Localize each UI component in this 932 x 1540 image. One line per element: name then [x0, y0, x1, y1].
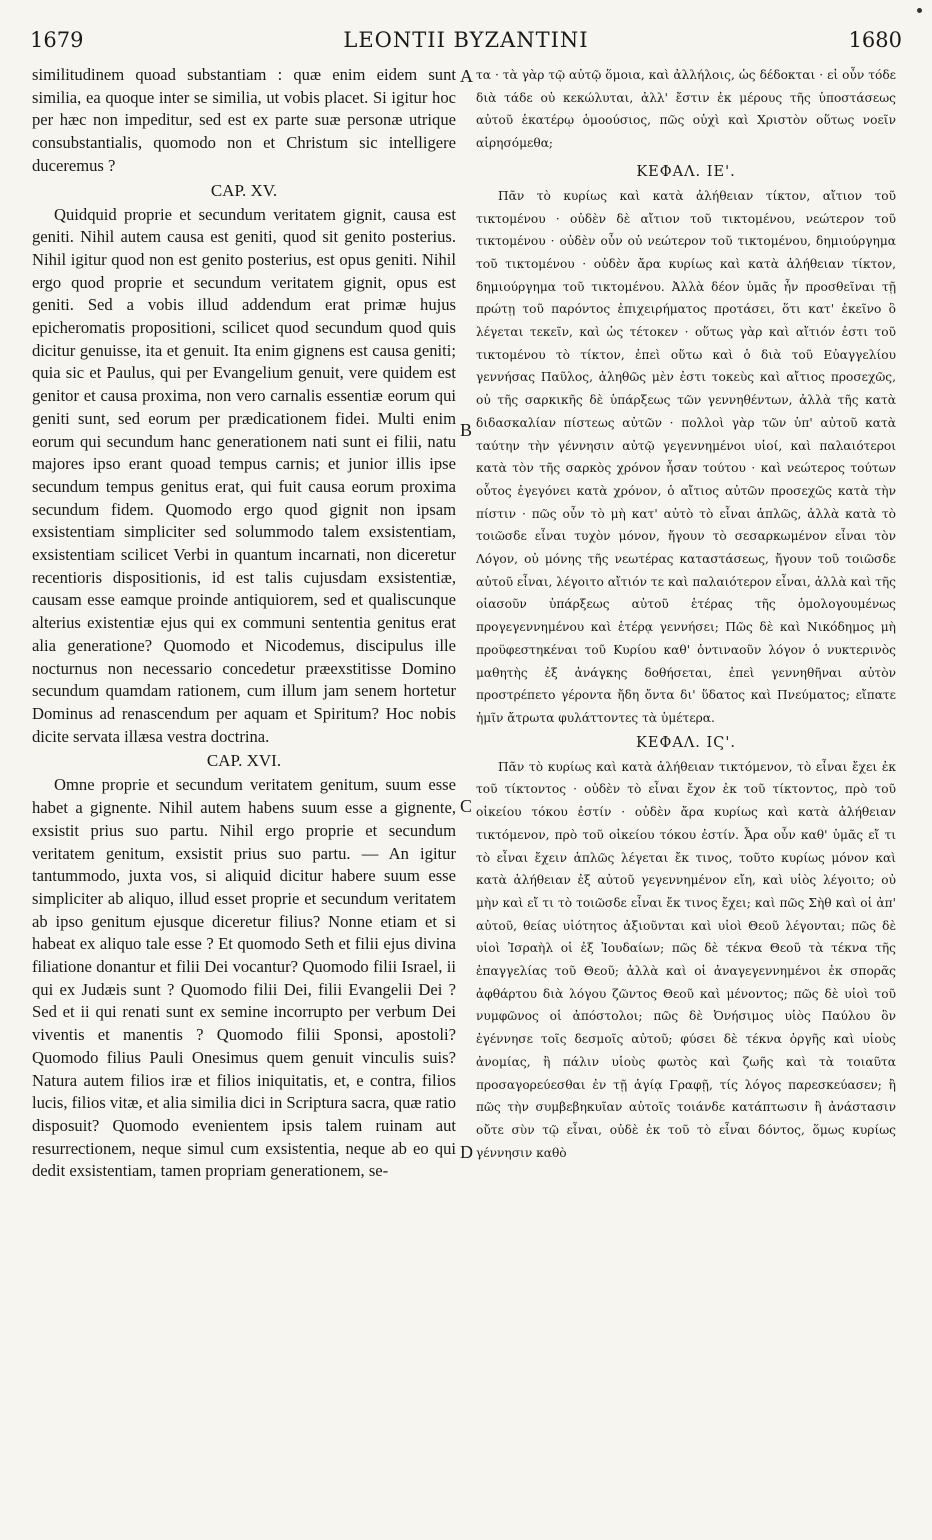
latin-paragraph-1: similitudinem quoad substantiam : quæ enim eidem sunt similia, ea quoque inter se similia, ut vobis placet. Si igitur hoc per hæc non impeditur, sed est ex parte suæ personæ utrique consubstantialis, quomodo non et Christum sic intelligere duceremus ?	[32, 65, 456, 175]
left-page-number: 1679	[30, 28, 84, 52]
greek-chapter-16-heading: ΚΕΦΑΛ. ΙϚ'.	[636, 734, 736, 751]
margin-marker-b: B	[460, 420, 473, 440]
greek-paragraph-1: τα · τὰ γὰρ τῷ αὐτῷ ὅμοια, καὶ ἀλλήλοις, ὡς δέδοκται · εἰ οὖν τόδε διὰ τάδε οὐ κεκώλυται, ἀλλ' ἔστιν ἐκ μέρους τῆς ὑποστάσεως αὐτοῦ ἑκατέρῳ ὁμοούσιος, πῶς οὐχὶ καὶ Χριστὸν οὕτως νοεῖν αἱρησόμεθα;	[476, 68, 896, 151]
greek-column	[476, 64, 896, 1164]
latin-chapter-16-heading: CAP. XVI.	[206, 751, 282, 771]
latin-paragraph-2: Quidquid proprie et secundum veritatem gignit, causa est geniti. Nihil autem causa est geniti, quod sit genito posterius. Nihil igitur quod non est genito posterius, est opus geniti. Nihil ergo quod proprie et secundum veritatem gignit, opus est geniti. Sed a vobis illud addendum erat primæ hujus epicheromatis propositioni, scilicet quod secundum quod quis dicitur genuisse, ita et genuit. Ita enim gignens est causa geniti; quia sic et Paulus, qui per Evangelium genuit, vere quidem est genitor et causa proxima, non vero carnalis essentiæ eorum qui geniti sunt, sed eorum per prædicationem fidei. Multi enim eorum qui secundum hanc generationem nati sunt ei filii, natu majores ipso erant quoad tempus carnis; et junior illis ipse secundum tempus genitus erat, qui fuit causa eorum proxima secundum fidem. Quomodo ergo quod gignit non ipsam exsistentiam simpliciter sed solummodo talem exsistentiam, exsistentiam scilicet Verbi in quantum incarnati, non diceretur recentioris dispositionis, id est talis cujusdam exsistentiæ, causam esse eamque proinde antiquiorem, sed et qualiscunque alterius existentiæ ejus qui ex communi sententia genitus erat alia generatione? Quomodo et Nicodemus, discipulus ille nocturnus non necessario concedetur præexstitisse Domino secundum quamdam rationem, cum illum jam senem hortetur Dominus ad renascendum per aquam et Spiritum? Hoc nobis dicite servata illæsa vestra doctrina.	[32, 204, 456, 746]
running-title: LEONTII BYZANTINI	[343, 28, 589, 52]
greek-paragraph-2: Πᾶν τὸ κυρίως καὶ κατὰ ἀλήθειαν τίκτον, αἴτιον τοῦ τικτομένου · οὐδὲν δὲ αἴτιον τοῦ τικτομένου, νεώτερον τοῦ τικτομένου · οὐδὲν οὖν οὐ νεώτερον τοῦ τικτομένου, δημιούργημα τοῦ τικτομένου · οὐδὲν ἄρα κυρίως καὶ κατὰ ἀλήθειαν τίκτον, δημιούργημα τοῦ τικτομένου. Ἀλλὰ δέον ὑμᾶς ἦν προσθεῖναι τῇ πρώτῃ τοῦ παρόντος ἐπιχειρήματος προτάσει, ὅτι κατ' ἐκεῖνο ὃ λέγεται τεκεῖν, καὶ ὡς τέτοκεν · οὕτως γὰρ καὶ αἴτιόν ἐστι τοῦ τικτομένου τὸ τίκτον, ἐπεὶ οὕτω καὶ ὁ διὰ τοῦ Εὐαγγελίου γεννήσας Παῦλος, ἀληθῶς μὲν ἐστι τοκεὺς καὶ αἴτιος προσεχῶς, οὐ τῆς σαρκικῆς δὲ ὑπάρξεως τῶν γεννηθέντων, ἀλλὰ τῆς κατὰ διδασκαλίαν πίστεως αὐτῶν · πολλοὶ γὰρ τῶν ὑπ' αὐτοῦ κατὰ ταύτην τὴν γέννησιν αὐτῷ γεγεννημένοι υἱοί, καὶ παλαιότεροι κατὰ τὸν τῆς σαρκὸς χρόνον ἦσαν τούτου · καὶ νεώτερος τούτων οὗτος ἐγεγόνει κατὰ χρόνον, ὁ αἴτιος αὐτῶν προσεχῶς κατὰ τὴν πίστιν · πῶς οὖν τὸ μὴ κατ' αὐτὸ τὸ εἶναι ἁπλῶς, ἀλλὰ κατὰ τὸ τοιῶσδε εἶναι τυχὸν μόνον, ἤγουν τὸ σεσαρκωμένον εἶναι τὸν Λόγον, οὐ μόνης τῆς νεωτέρας καταστάσεως, ἤγουν τοῦ τοιῶσδε αὐτοῦ εἶναι, λέγοιτο αἴτιόν τε καὶ παλαιότερον εἶναι, ἀλλὰ καὶ τῆς οἱασοῦν ὑπάρξεως αὐτοῦ ἑτέρας τῆς ὁμολογουμένως προγεγεννημένου καὶ ἑτέρᾳ γεννήσει; Πῶς δὲ καὶ Νικόδημος μὴ προϋφεστηκέναι τοῦ Κυρίου καθ' ὁντιναοῦν λόγον ὁ νυκτερινὸς μαθητὴς ἐξ ἀνάγκης δοθήσεται, ἐπεὶ γεννηθῆναι αὐτὸν προστρέπετο γέροντα ἤδη ὄντα δι' ὕδατος καὶ Πνεύματος; εἴπατε ἡμῖν ἄτρωτα φυλάττοντες τὰ ὑμέτερα.	[476, 188, 896, 725]
latin-chapter-15-heading: CAP. XV.	[210, 180, 278, 200]
margin-marker-d: D	[460, 1142, 473, 1162]
greek-paragraph-3: Πᾶν τὸ κυρίως καὶ κατὰ ἀλήθειαν τικτόμενον, τὸ εἶναι ἔχει ἐκ τοῦ τίκτοντος · οὐδὲν τὸ εἶναι ἔχον ἐκ τοῦ τίκτοντος, πρὸ τοῦ οἰκείου τόκου ἐστίν · οὐδὲν ἄρα κυρίως καὶ κατὰ ἀλήθειαν τικτόμενον, πρὸ τοῦ οἰκείου τόκου ἐστίν. Ἆρα οὖν καθ' ὑμᾶς εἴ τι τὸ εἶναι ἔχειν ἁπλῶς λέγεται ἔκ τινος, τοῦτο κυρίως μόνον καὶ κατὰ ἀλήθειαν ἐξ αὐτοῦ γεγεννημένον εἴη, καὶ υἱὸς λέγοιτο; οὐ μὴν καὶ εἴ τι τὸ τοιῶσδε εἶναι ἔκ τινος ἔχει; καὶ πῶς Σὴθ καὶ οἱ ἀπ' αὐτοῦ, θείας υἱότητος ἀξιοῦνται καὶ υἱοὶ Θεοῦ λέγονται; πῶς δὲ υἱοὶ Ἰσραὴλ οἱ ἐξ Ἰουδαίων; πῶς δὲ τέκνα Θεοῦ τὰ τέκνα τῆς ἐπαγγελίας τοῦ Θεοῦ; ἀλλὰ καὶ οἱ ἀναγεγεννημένοι ἐκ σπορᾶς ἀφθάρτου διὰ λόγου ζῶντος Θεοῦ καὶ μένοντος; πῶς δὲ υἱοὶ τοῦ νυμφῶνος οἱ ἀπόστολοι; πῶς δὲ Ὀνήσιμος υἱὸς Παύλου ὃν ἐγέννησε τοῖς δεσμοῖς αὐτοῦ; φύσει δὲ τέκνα ὀργῆς καὶ υἱοὺς ἀνομίας, ἢ πάλιν υἱοὺς φωτὸς καὶ ζωῆς καὶ τὰ τοιαῦτα προσαγορεύεσθαι ἐν τῇ ἁγίᾳ Γραφῇ, τίς λόγος παρεσκεύασεν; ἢ πῶς τὴν συμβεβηκυῖαν αὐτοῖς τοιάνδε κατάπτωσιν ἢ ἀνάστασιν οὔτε σὺν τῷ εἶναι, οὐδὲ ἐκ τοῦ τὸ εἶναι δόντος, ὅμως κυρίως γέννησιν καθὸ	[476, 759, 896, 1160]
margin-marker-c: C	[460, 796, 473, 816]
latin-column	[32, 64, 456, 1183]
margin-marker-a: A	[460, 66, 473, 86]
running-header	[30, 28, 902, 60]
greek-chapter-15-heading: ΚΕΦΑΛ. ΙΕ'.	[636, 163, 736, 180]
ink-dot	[917, 8, 922, 13]
latin-paragraph-3: Omne proprie et secundum veritatem genitum, suum esse habet a gignente. Nihil autem habens suum esse a gignente, exsistit prius suo partu. Nihil ergo proprie et secundum veritatem genitum, exsistit prius suo partu. — An igitur tantummodo, juxta vos, si aliquid dicitur habere suum esse simpliciter ab aliquo, illud esset proprie et secundum veritatem ab ipso genitum ejusque diceretur filius? Nonne etiam et si habeat ex aliquo tale esse ? Et quomodo Seth et filii ejus divina filiatione donantur et filii Dei vocantur? Quomodo filii Israel, ii qui ex Judæis sunt ? Quomodo filii Dei, filii Evangelii Dei ? Sed et ii qui renati sunt ex semine incorrupto per verbum Dei viventis et manentis ? Quomodo filii Sponsi, apostoli? Quomodo filius Pauli Onesimus quem genuit vinculis suis? Natura autem filios iræ et filios iniquitatis, et, e contra, filios lucis, filios vitæ, et alia similia dici in Scriptura sacra, quæ ratio disposuit? Quomodo evenientem ipsis talem ruinam aut resurrectionem, neque simul cum exsistentia, neque ab eo qui dedit exsistentiam, tamen propriam generationem, se-	[32, 775, 456, 1181]
right-page-number: 1680	[848, 28, 902, 52]
